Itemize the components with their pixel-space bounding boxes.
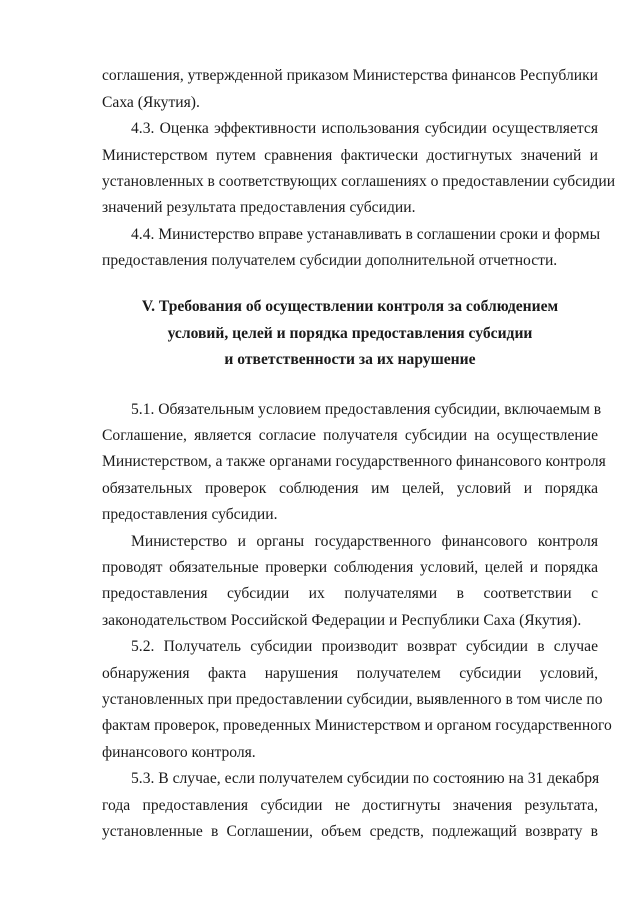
text-line: соглашения, утвержденной приказом Министерства финансов Республики: [102, 67, 598, 84]
text-line: проводят обязательные проверки соблюдения условий, целей и порядка: [102, 559, 598, 576]
section-heading: и ответственности за их нарушение: [224, 351, 476, 368]
text-line: 5.2. Получатель субсидии производит возврат субсидии в случае: [131, 638, 598, 655]
text-line: 4.4. Министерство вправе устанавливать в соглашении сроки и формы: [131, 226, 601, 243]
text-line: Министерством путем сравнения фактически достигнутых значений и: [102, 147, 598, 164]
section-heading: V. Требования об осуществлении контроля за соблюдением: [141, 298, 559, 315]
text-line: 5.1. Обязательным условием предоставления субсидии, включаемым в: [131, 401, 602, 418]
text-line: 5.3. В случае, если получателем субсидии по состоянию на 31 декабря: [131, 770, 600, 787]
text-line: установленных в соответствующих соглашениях о предоставлении субсидии: [102, 173, 616, 190]
section-heading: условий, целей и порядка предоставления субсидии: [167, 325, 533, 342]
text-line: Министерство и органы государственного финансового контроля: [131, 533, 598, 550]
text-line: года предоставления субсидии не достигнуты значения результата,: [102, 797, 598, 814]
text-line: предоставления получателем субсидии дополнительной отчетности.: [102, 252, 558, 269]
text-line: предоставления субсидии их получателями в соответствии с: [102, 585, 598, 602]
text-line: обнаружения факта нарушения получателем субсидии условий,: [102, 665, 598, 682]
text-line: фактам проверок, проведенных Министерством и органом государственного: [102, 717, 612, 734]
text-line: значений результата предоставления субсидии.: [102, 199, 416, 216]
text-line: финансового контроля.: [102, 744, 256, 761]
text-line: обязательных проверок соблюдения им целей, условий и порядка: [102, 480, 598, 497]
text-line: Министерством, а также органами государственного финансового контроля: [102, 453, 606, 470]
text-line: Соглашение, является согласие получателя субсидии на осуществление: [102, 427, 598, 444]
text-line: 4.3. Оценка эффективности использования субсидии осуществляется: [131, 120, 598, 137]
text-line: предоставления субсидии.: [102, 506, 278, 523]
text-line: установленных при предоставлении субсидии, выявленного в том числе по: [102, 691, 603, 708]
text-line: законодательством Российской Федерации и Республики Саха (Якутия).: [102, 612, 582, 629]
text-line: установленные в Соглашении, объем средств, подлежащий возврату в: [102, 823, 598, 840]
text-line: Саха (Якутия).: [102, 94, 200, 111]
